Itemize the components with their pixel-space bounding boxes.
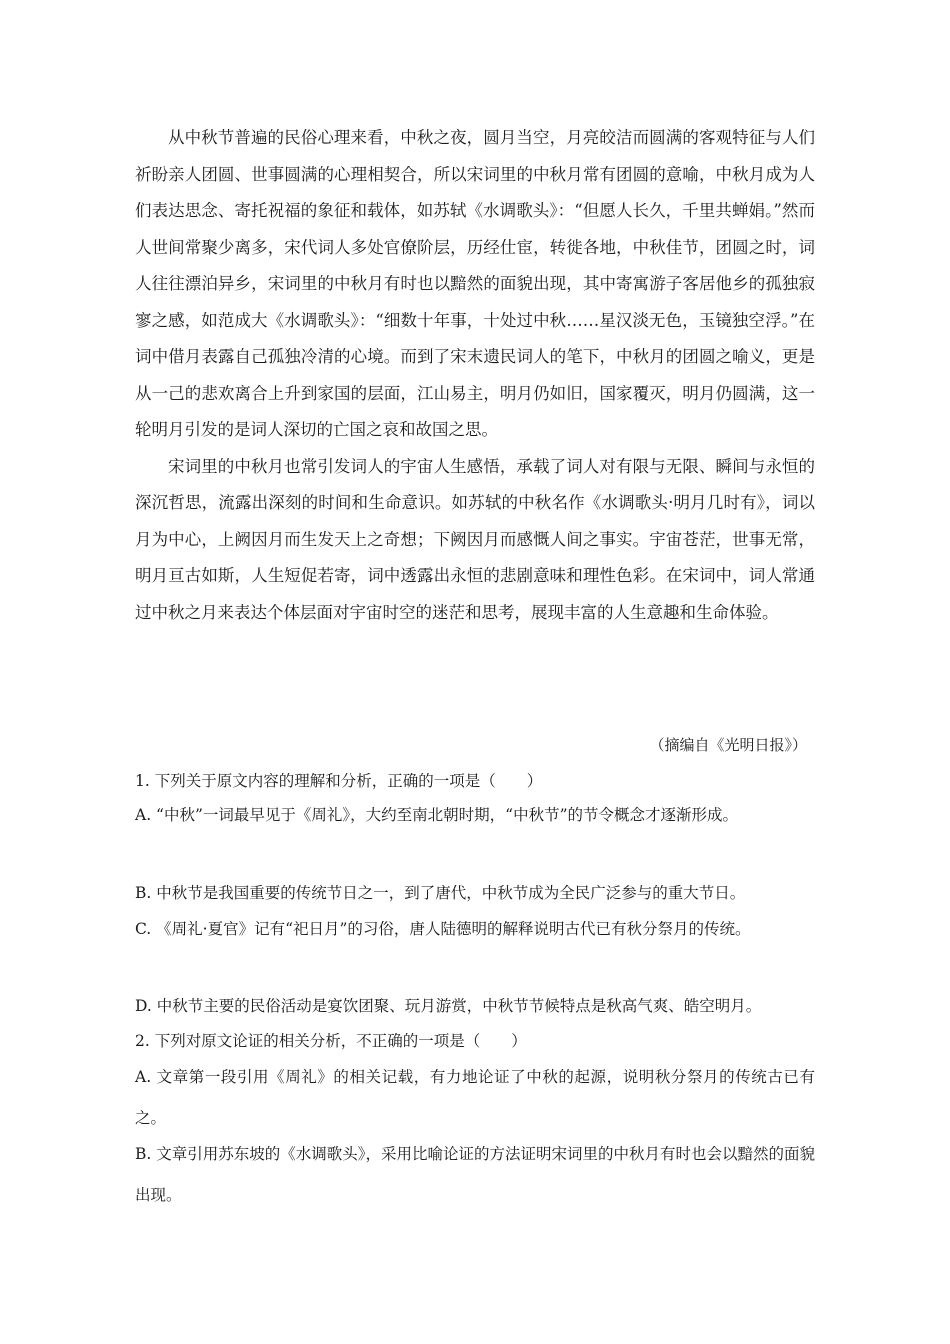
question-2-option-a: A. 文章第一段引用《周礼》的相关记载，有力地论证了中秋的起源，说明秋分祭月的传统古已有之。 — [135, 1068, 815, 1127]
article-paragraph-1: 从中秋节普遍的民俗心理来看，中秋之夜，圆月当空，月亮皎洁而圆满的客观特征与人们祈盼亲人团圆、世事圆满的心理相契合，所以宋词里的中秋月常有团圆的意喻，中秋月成为人们表达思念、寄托祝福的象征和载体，如苏轼《水调歌头》：“但愿人长久，千里共蝉娟。”然而人世间常聚少离多，宋代词人多处官僚阶层，历经仕宦，转徙各地，中秋佳节，团圆之时，词人往往漂泊异乡，宋词里的中秋月有时也以黯然的面貌出现，其中寄寓游子客居他乡的孤独寂寥之感，如范成大《水调歌头》：“细数十年事，十处过中秋……星汉淡无色，玉镜独空浮。”在词中借月表露自己孤独冷清的心境。而到了宋末遗民词人的笔下，中秋月的团圆之喻义，更是从一己的悲欢离合上升到家国的层面，江山易主，明月仍如旧，国家覆灭，明月仍圆满，这一轮明月引发的是词人深切的亡国之哀和故国之思。 — [135, 128, 815, 439]
question-1-option-a: A. “中秋”一词最早见于《周礼》，大约至南北朝时期，“中秋节”的节令概念才逐渐形成。 — [135, 806, 738, 824]
question-1-option-c: C. 《周礼·夏官》记有“祀日月”的习俗，唐人陆德明的解释说明古代已有秋分祭月的传统。 — [135, 920, 751, 938]
question-1-option-b: B. 中秋节是我国重要的传统节日之一，到了唐代，中秋节成为全民广泛参与的重大节日。 — [135, 884, 746, 902]
question-2-stem: 2. 下列对原文论证的相关分析，不正确的一项是（ ） — [135, 1032, 527, 1050]
question-1-stem: 1. 下列关于原文内容的理解和分析，正确的一项是（ ） — [135, 772, 543, 790]
article-body — [135, 120, 815, 631]
article-source: （摘编自《光明日报》） — [649, 736, 807, 754]
article-paragraph-2: 宋词里的中秋月也常引发词人的宇宙人生感悟，承载了词人对有限与无限、瞬间与永恒的深沉哲思，流露出深刻的时间和生命意识。如苏轼的中秋名作《水调歌头·明月几时有》，词以月为中心，上阙因月而生发天上之奇想；下阙因月而感慨人间之事实。宇宙苍茫，世事无常，明月亘古如斯，人生短促若寄，词中透露出永恒的悲剧意味和理性色彩。在宋词中，词人常通过中秋之月来表达个体层面对宇宙时空的迷茫和思考，展现丰富的人生意趣和生命体验。 — [135, 456, 815, 622]
question-1-option-d: D. 中秋节主要的民俗活动是宴饮团聚、玩月游赏，中秋节节候特点是秋高气爽、皓空明月。 — [135, 997, 762, 1015]
question-2-option-b: B. 文章引用苏东坡的《水调歌头》，采用比喻论证的方法证明宋词里的中秋月有时也会以黯然的面貌出现。 — [135, 1145, 815, 1204]
